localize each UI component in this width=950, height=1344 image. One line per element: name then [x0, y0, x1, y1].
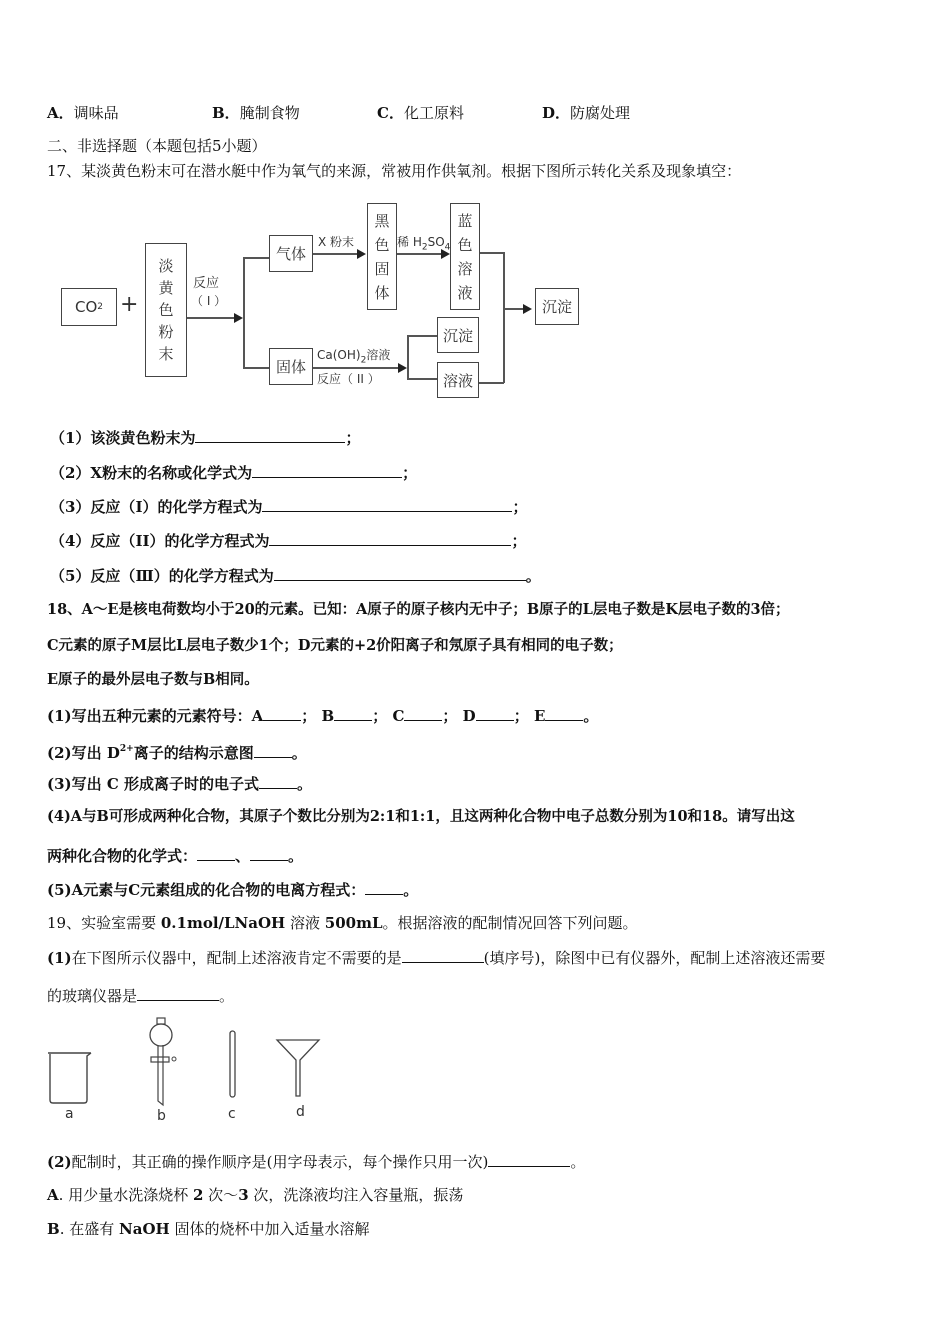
reaction-flow-diagram: [55, 200, 595, 410]
solution-mid-box: 溶液: [437, 362, 479, 398]
gas-box: 气体: [269, 235, 313, 272]
q18-stem-line3: E原子的最外层电子数与B相同。: [47, 671, 259, 688]
answer-blank[interactable]: [195, 427, 345, 443]
q16-option-c: C．化工原料: [377, 104, 464, 122]
arrow-icon: [398, 363, 407, 373]
yellow-powder-box: 淡 黄 色 粉 末: [145, 243, 187, 377]
instrument-label-d: d: [296, 1104, 305, 1120]
caoh2-label: $Ca(OH)_2$溶液: [317, 348, 391, 366]
q16-option-b: B．腌制食物: [212, 104, 300, 122]
answer-blank[interactable]: [404, 705, 442, 721]
q18-part2: (2)写出 $D^{2+}$离子的结构示意图 。: [47, 744, 307, 762]
answer-blank[interactable]: [545, 705, 583, 721]
q19-part1-line1: (1)在下图所示仪器中，配制上述溶液肯定不需要的是 (填序号)，除图中已有仪器外，配制上述溶液还需要: [47, 949, 826, 967]
answer-blank[interactable]: [252, 462, 402, 478]
co2-box: CO 2: [61, 288, 117, 326]
q18-part3: (3)写出 C 形成离子时的电子式 。: [47, 775, 313, 793]
answer-blank[interactable]: [263, 705, 301, 721]
answer-blank[interactable]: [254, 742, 292, 758]
answer-blank[interactable]: [334, 705, 372, 721]
q17-sub-1: （1）该淡黄色粉末为 ；: [50, 429, 361, 447]
q17-stem: 17、某淡黄色粉末可在潜水艇中作为氧气的来源，常被用作供氧剂。根据下图所示转化关系及现象填空：: [47, 162, 742, 180]
answer-blank[interactable]: [488, 1151, 570, 1167]
q18-part1: (1)写出五种元素的元素符号：A ； B ； C ； D ； E 。: [47, 707, 599, 725]
section-title: 二、非选择题（本题包括5小题）: [47, 137, 267, 155]
separatory-funnel-icon: [145, 1017, 185, 1111]
q18-part4-line1: (4)A与B可形成两种化合物，其原子个数比分别为2:1和1:1，且这两种化合物中电子总数分别为10和18。请写出这: [47, 808, 795, 825]
funnel-icon: [275, 1038, 321, 1102]
q17-sub-4: （4）反应（II）的化学方程式为 ；: [50, 532, 527, 550]
answer-blank[interactable]: [197, 845, 235, 861]
q16-option-a: A．调味品: [47, 104, 119, 122]
arrow-icon: [523, 304, 532, 314]
q19-stem: 19、实验室需要 0.1mol/LNaOH 溶液 500mL。根据溶液的配制情况回答下列问题。: [47, 914, 638, 932]
q18-stem-line2: C元素的原子M层比L层电子数少1个；D元素的+2价阳离子和氖原子具有相同的电子数；: [47, 637, 623, 654]
q17-sub-2: （2）X粉末的名称或化学式为 ；: [50, 464, 418, 482]
precipitate-final-box: 沉淀: [535, 288, 579, 325]
answer-blank[interactable]: [402, 947, 484, 963]
q18-stem-line1: 18、A～E是核电荷数均小于20的元素。已知：A原子的原子核内无中子；B原子的L层电子数是K层电子数的3倍；: [47, 601, 790, 618]
reaction1-label: 反应: [193, 276, 220, 291]
dilute-h2so4-label: 稀 $H_2SO_4$: [397, 235, 451, 253]
reaction2-label: 反应（ II ）: [317, 372, 380, 386]
answer-blank[interactable]: [250, 845, 288, 861]
answer-blank[interactable]: [269, 530, 511, 546]
precipitate-mid-box: 沉淀: [437, 317, 479, 353]
answer-blank[interactable]: [262, 496, 512, 512]
instrument-label-a: a: [65, 1106, 74, 1122]
q17-sub-5: （5）反应（Ⅲ）的化学方程式为 。: [50, 567, 541, 585]
arrow-icon: [234, 313, 243, 323]
answer-blank[interactable]: [476, 705, 514, 721]
x-powder-label: X 粉末: [318, 235, 355, 249]
q19-part2: (2)配制时，其正确的操作顺序是(用字母表示，每个操作只用一次) 。: [47, 1153, 586, 1171]
blue-solution-box: 蓝 色 溶 液: [450, 203, 480, 310]
answer-blank[interactable]: [274, 565, 526, 581]
answer-blank[interactable]: [137, 985, 219, 1001]
black-solid-box: 黑 色 固 体: [367, 203, 397, 310]
beaker-icon: [47, 1050, 93, 1110]
q17-sub-3: （3）反应（I）的化学方程式为 ；: [50, 498, 528, 516]
plus-sign: +: [120, 292, 139, 317]
instrument-label-c: c: [228, 1106, 236, 1122]
q16-option-d: D．防腐处理: [542, 104, 631, 122]
q18-part5: (5)A元素与C元素组成的化合物的电离方程式： 。: [47, 881, 419, 899]
q19-step-b: B. 在盛有 NaOH 固体的烧杯中加入适量水溶解: [47, 1220, 370, 1238]
q19-step-a: A. 用少量水洗涤烧杯 2 次～3 次，洗涤液均注入容量瓶，振荡: [47, 1186, 464, 1204]
q18-part4-line2: 两种化合物的化学式： 、 。: [47, 847, 304, 865]
arrow-icon: [357, 249, 366, 259]
solid-box: 固体: [269, 348, 313, 385]
answer-blank[interactable]: [365, 879, 403, 895]
arrow-icon: [441, 249, 450, 259]
q19-part1-line2: 的玻璃仪器是 。: [47, 987, 235, 1005]
answer-blank[interactable]: [259, 773, 297, 789]
reaction1-number: （ I ）: [191, 294, 227, 308]
glass-rod-icon: [228, 1030, 238, 1104]
instrument-label-b: b: [157, 1108, 166, 1124]
